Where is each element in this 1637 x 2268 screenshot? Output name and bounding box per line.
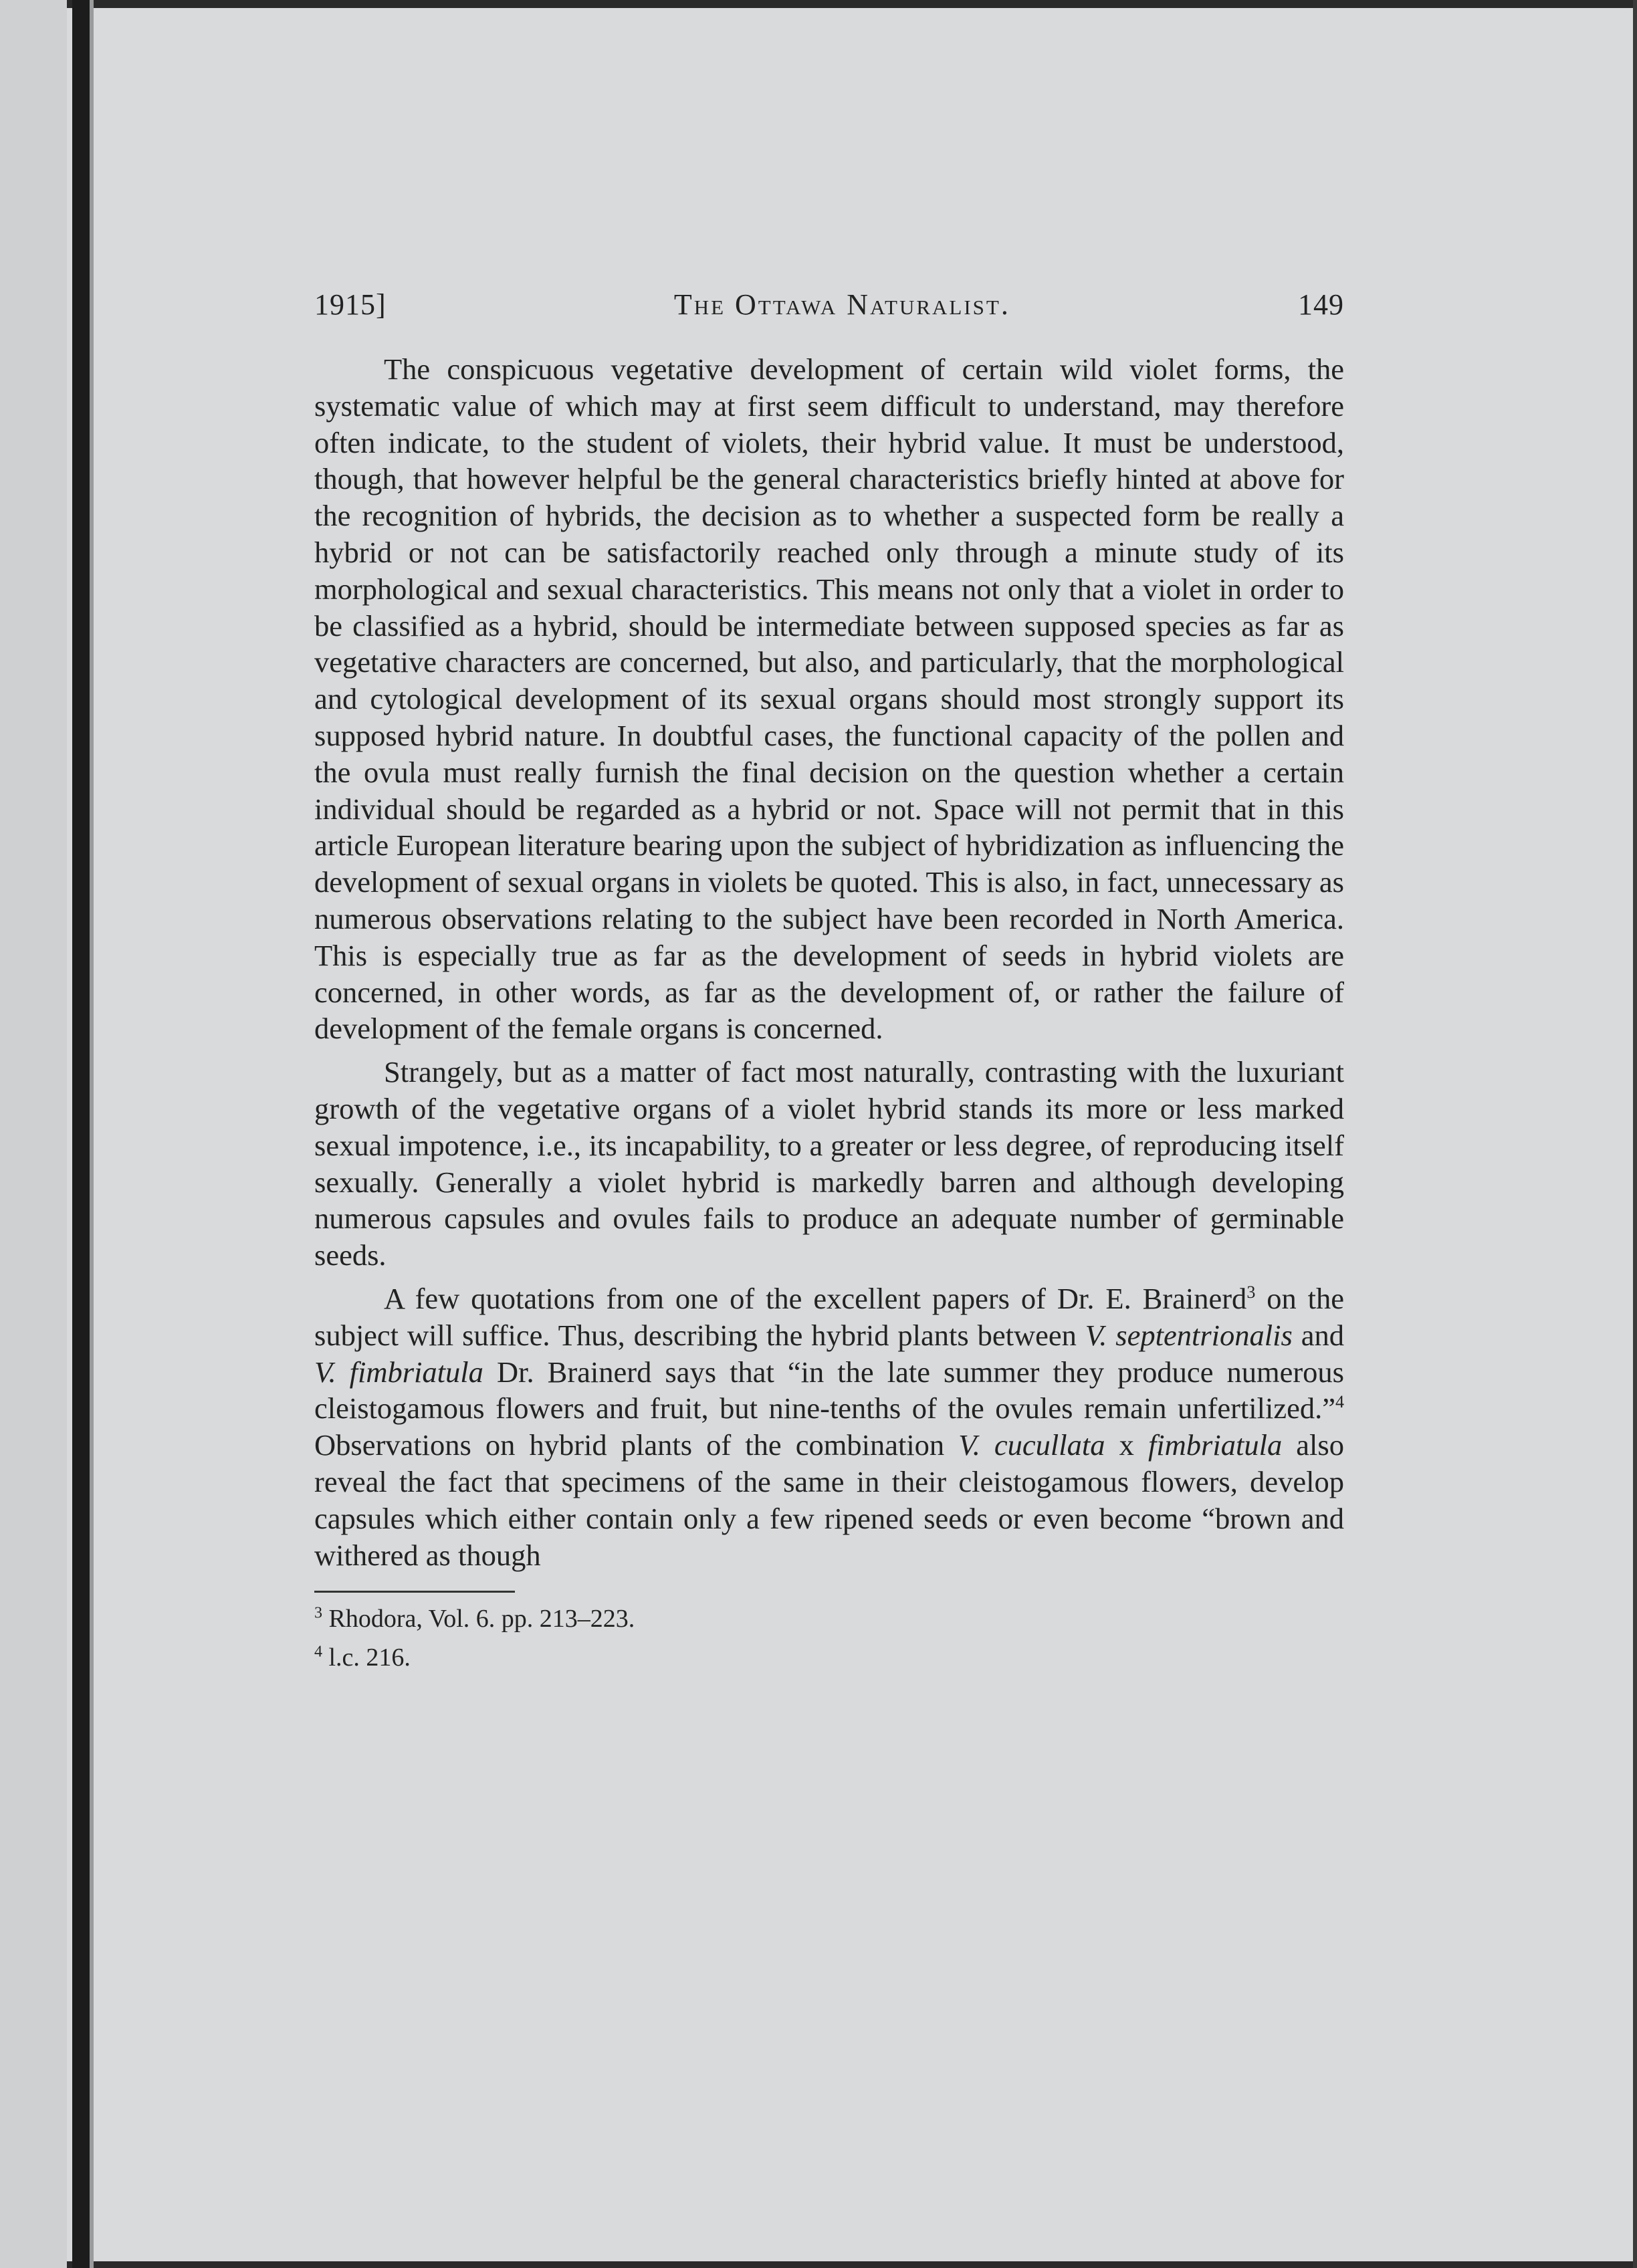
binding-edge-line: [90, 0, 94, 2268]
page-number: 149: [1298, 288, 1344, 321]
journal-title: The Ottawa Naturalist.: [673, 288, 1010, 321]
running-header: [314, 288, 1344, 322]
species-name: V. septentrionalis: [1085, 1318, 1293, 1352]
paragraph-2: Strangely, but as a matter of fact most naturally, contrasting with the luxuriant growth of the vegetative organs of a violet hybrid stands its more or less marked sexual impotence, i.e., its incapability, to a greater or less degree, of reproducing itself sexually. Generally a violet hybrid is markedly barren and although developing numerous capsules and ovules fails to produce an adequate number of germinable seeds.: [314, 1055, 1344, 1272]
scan-edge-bottom: [0, 2261, 1637, 2268]
footnote-rule: [314, 1591, 515, 1593]
binding-shadow: [72, 0, 90, 2268]
book-page: [314, 288, 1344, 1677]
scan-edge-top: [0, 0, 1637, 8]
header-year: 1915]: [314, 288, 387, 321]
species-name: V. fimbriatula: [314, 1355, 483, 1389]
footnote-3: $^3$ Rhodora, Vol. 6. pp. 213–223.: [314, 1604, 635, 1633]
species-name: V. cucullata: [958, 1428, 1105, 1462]
footnote-4: $^4$ l.c. 216.: [314, 1643, 411, 1672]
binding-margin: [0, 0, 67, 2268]
footnote-ref-4: 4: [1335, 1392, 1344, 1412]
scan-edge-right: [1633, 0, 1637, 2268]
paragraph-3: A few quotations from one of the excellent papers of Dr. E. Brainerd$^3$ on the subject will suffice. Thus, describing the hybrid plants between V. septentrionalis and V. fimbriatula Dr. Brainerd says that “in the late summer they produce numerous cleistogamous flowers and fruit, but nine-tenths of the ovules remain unfertilized.”$^4$ Observations on hybrid plants of the combination V. cucullata x fimbriatula also reveal the fact that specimens of the same in their cleistogamous flowers, develop capsules which either contain only a few ripened seeds or even become “brown and withered as though: [314, 1281, 1345, 1572]
paragraph-1: The conspicuous vegetative development of certain wild violet forms, the systematic value of which may at first seem difficult to understand, may therefore often indicate, to the student of violets, their hybrid value. It must be understood, though, that however helpful be the general characteristics briefly hinted at above for the recognition of hybrids, the decision as to whether a suspected form be really a hybrid or not can be satisfactorily reached only through a minute study of its morphological and sexual characteristics. This means not only that a violet in order to be classified as a hybrid, should be intermediate between supposed species as far as vegetative characters are concerned, but also, and particularly, that the morphological and cytological development of its sexual organs should most strongly support its supposed hybrid nature. In doubtful cases, the functional capacity of the pollen and the ovula must really furnish the final decision on the question whether a certain individual should be regarded as a hybrid or not. Space will not permit that in this article European literature bearing upon the subject of hybridization as influencing the development of sexual organs in violets be quoted. This is also, in fact, unnecessary as numerous observations relating to the subject have been recorded in North America. This is especially true as far as the development of seeds in hybrid violets are concerned, in other words, as far as the development of, or rather the failure of development of the female organs is concerned.: [314, 352, 1344, 1046]
species-name: fimbriatula: [1148, 1428, 1283, 1462]
footnote-ref-3: 3: [1246, 1282, 1256, 1302]
